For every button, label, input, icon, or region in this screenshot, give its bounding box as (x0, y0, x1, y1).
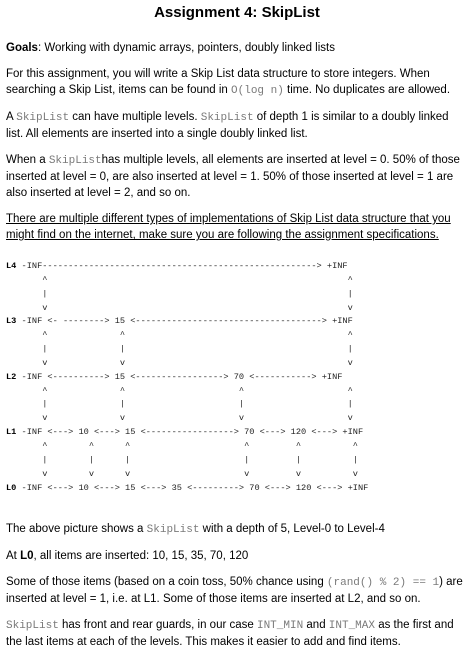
l0-text-b: , all items are inserted: 10, 15, 35, 70, 120 (33, 550, 249, 562)
coin-paragraph (6, 574, 468, 607)
insert-text-a: When a (6, 154, 49, 166)
diagram-row-text: ^ ^ ^ ^ (16, 385, 353, 396)
diagram-row (6, 398, 468, 412)
levels-code-1: SkipList (16, 112, 70, 124)
diagram-row-text: ^ ^ ^ (16, 330, 353, 341)
guards-text-a: has front and rear guards, in our case (58, 619, 257, 631)
levels-code-2: SkipList (200, 112, 254, 124)
diagram-row (6, 302, 468, 316)
diagram-row (6, 329, 468, 343)
diagram-row (6, 371, 468, 385)
l0-bold: L0 (20, 550, 34, 562)
diagram-row (6, 260, 468, 274)
diagram-level-label: L2 (6, 371, 17, 382)
depth-code: SkipList (146, 524, 200, 536)
guards-text-b: and (303, 619, 329, 631)
diagram-row-text: v v (16, 302, 353, 313)
depth-text-b: with a depth of 5, Level-0 to Level-4 (199, 523, 385, 535)
coin-code: (rand() % 2) == 1 (326, 577, 440, 589)
diagram-row-text: -INF <- --------> 15 <------------------------------------> +INF (16, 316, 353, 327)
diagram-row-text: -INF <---> 10 <---> 15 <---> 35 <---------> 70 <---> 120 <---> +INF (16, 482, 369, 493)
skiplist-diagram (6, 260, 468, 509)
diagram-level-label: L3 (6, 316, 17, 327)
depth-paragraph (6, 521, 468, 538)
diagram-row (6, 426, 468, 440)
guards-code-2: INT_MIN (256, 620, 304, 632)
diagram-row (6, 357, 468, 371)
diagram-row (6, 454, 468, 468)
diagram-row-text: | | | | (16, 399, 353, 410)
insert-code: SkipList (48, 155, 102, 167)
diagram-row (6, 482, 468, 496)
levels-text-a: A (6, 111, 17, 123)
diagram-row (6, 385, 468, 399)
coin-text-a: Some of those items (based on a coin toss, 50% chance using (6, 576, 327, 588)
diagram-row-text: v v v v (16, 413, 353, 424)
guards-text-c: as the first and the last items at each of the levels. This makes it easier to add and find items. (6, 619, 454, 648)
depth-text-a: The above picture shows a (6, 523, 147, 535)
diagram-row-text: ^ ^ (16, 274, 353, 285)
levels-text-c: of depth 1 is similar to a doubly linked list. All elements are inserted into a single doubly linked list. (6, 111, 449, 140)
diagram-row-text: -INF <---> 10 <---> 15 <-----------------> 70 <---> 120 <---> +INF (16, 427, 364, 438)
intro-text-1: For this assignment, you will write a Skip List data structure to store integers. When searching a Skip List, items can be found in (6, 68, 430, 96)
diagram-row-text: | | | (16, 344, 353, 355)
goals-text: : Working with dynamic arrays, pointers, doubly linked lists (37, 42, 335, 54)
guards-paragraph (6, 617, 468, 650)
diagram-row-text: -INF-----------------------------------------------------> +INF (16, 261, 348, 271)
diagram-level-label: L1 (6, 427, 17, 438)
intro-code: O(log n) (231, 85, 284, 97)
levels-text-b: can have multiple levels. (69, 111, 201, 123)
assignment-document (6, 0, 468, 660)
diagram-row-text: -INF <----------> 15 <-----------------> 70 <-----------> +INF (16, 371, 343, 382)
levels-paragraph (6, 109, 468, 142)
diagram-level-label: L0 (6, 482, 17, 493)
intro-paragraph (6, 66, 468, 99)
page-title: Assignment 4: SkipList (154, 4, 320, 21)
l0-text-a: At (6, 550, 21, 562)
insert-text-b: has multiple levels, all elements are inserted at level = 0. 50% of those inserted at level = 0, are also inserted at level = 1. 50% of those inserted at level = 1 are also inserted at level = 2, and so on. (6, 154, 460, 199)
guards-code-3: INT_MAX (328, 620, 375, 632)
diagram-row-text: | | (16, 288, 353, 299)
warning-paragraph: There are multiple different types of implementations of Skip List data structure that you might find on the internet, make sure you are following the assignment specifications. (6, 213, 451, 241)
diagram-level-label: L4 (6, 261, 17, 271)
insert-paragraph (6, 152, 468, 201)
diagram-row (6, 468, 468, 482)
diagram-row (6, 412, 468, 426)
diagram-row-text: ^ ^ ^ ^ ^ ^ (16, 440, 358, 451)
diagram-row (6, 288, 468, 302)
guards-code-1: SkipList (6, 620, 59, 632)
coin-text-b: ) are inserted at level = 1, i.e. at L1. Some of those items are inserted at L2, and so on. (6, 576, 463, 605)
intro-text-2: time. No duplicates are allowed. (283, 84, 451, 96)
diagram-row-text: | | | | | | (16, 454, 358, 465)
diagram-row (6, 440, 468, 454)
diagram-row (6, 315, 468, 329)
l0-paragraph (6, 548, 468, 564)
diagram-row-text: v v v v v v (16, 468, 358, 479)
diagram-row-text: v v v (16, 357, 353, 368)
goals-paragraph (6, 40, 468, 56)
diagram-row (6, 274, 468, 288)
goals-label: Goals (6, 42, 38, 54)
diagram-row (6, 343, 468, 357)
